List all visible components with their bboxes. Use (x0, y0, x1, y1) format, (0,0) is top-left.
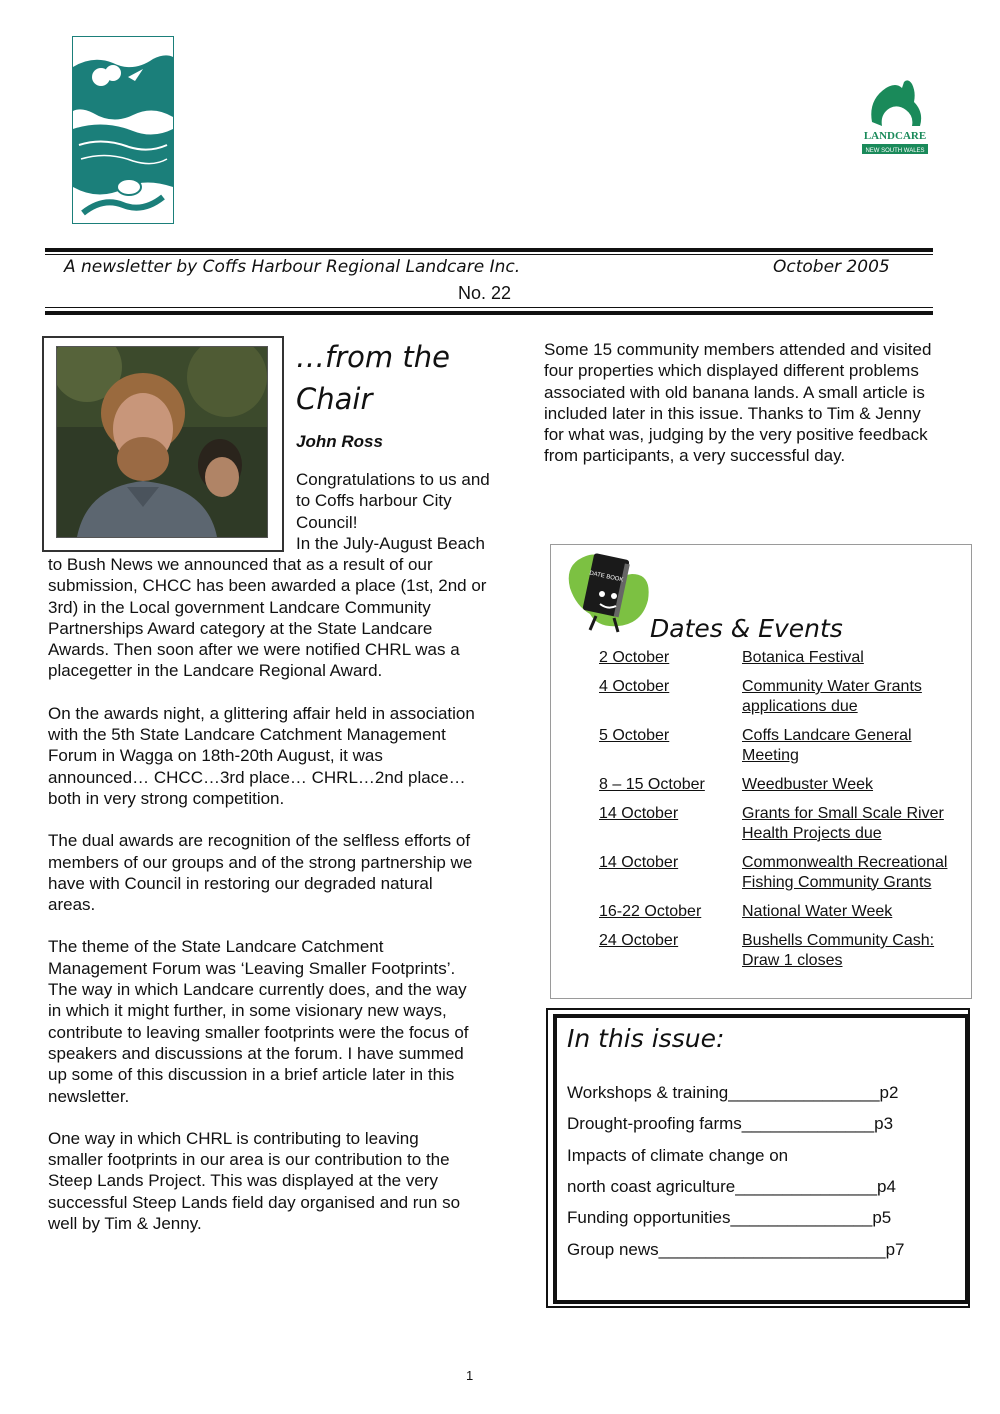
event-name-line: Bushells Community Cash: (742, 932, 935, 949)
date-book-icon (562, 548, 656, 638)
event-name-line: Weedbuster Week (742, 776, 874, 793)
issue-number: No. 22 (458, 283, 512, 303)
text-line: The dual awards are recognition of the selfless efforts of (48, 831, 471, 851)
event-name-line: Health Projects due (742, 824, 882, 842)
text-line: smaller footprints in our area is our contribution to the (48, 1150, 450, 1170)
event-name (742, 931, 964, 970)
landcare-nsw-logo (858, 78, 932, 160)
portrait-image (57, 347, 267, 537)
contents-item: Workshops & training________________p2 (567, 1083, 899, 1102)
text-line: to Bush News we announced that as a result of our (48, 555, 433, 574)
page-number: 1 (466, 1368, 474, 1383)
event-name (742, 902, 964, 922)
text-line: well by Tim & Jenny. (48, 1214, 202, 1234)
text-line: areas. (48, 895, 96, 915)
text-line: associated with old banana lands. A small article is (544, 382, 925, 402)
event-name-line: National Water Week (742, 903, 893, 920)
text-line: Congratulations to us and (296, 470, 490, 489)
masthead-rule-top (45, 248, 933, 252)
event-name (742, 677, 964, 716)
landcare-hand-icon (858, 78, 932, 160)
event-name-line: Coffs Landcare General (742, 727, 912, 744)
text-line: newsletter. (48, 1086, 130, 1106)
text-line: in which it might further, in some visionary new ways, (48, 1001, 447, 1021)
text-line: On the awards night, a glittering affair held in association (48, 703, 475, 723)
text-line: Some 15 community members attended and visited (544, 340, 932, 359)
article-intro (296, 469, 521, 554)
text-line: four properties which displayed different problems (544, 361, 919, 381)
contents-item: Impacts of climate change on (567, 1146, 789, 1165)
text-line: members of our groups and of the strong partnership we (48, 852, 473, 872)
date-book-graphic (562, 548, 656, 638)
text-line: up some of this discussion in a brief article later in this (48, 1065, 455, 1085)
chair-portrait-photo (56, 346, 268, 538)
event-name (742, 648, 964, 668)
text-line: One way in which CHRL is contributing to leaving (48, 1128, 419, 1148)
contents-item: Group news________________________p7 (567, 1240, 905, 1259)
article-author: John Ross (296, 432, 383, 451)
article-title (296, 336, 516, 420)
issue-date: October 2005 (773, 257, 890, 277)
text-line: contribute to leaving smaller footprints were the focus of (48, 1022, 469, 1042)
event-date: 8 – 15 October (599, 776, 705, 793)
date-book-label: DATE BOOK (588, 570, 624, 584)
text-line: placegetter in the Landcare Regional Award. (48, 661, 383, 681)
text-line: with the 5th State Landcare Catchment Management (48, 725, 446, 745)
text-line: Awards. Then soon after we were notified CHRL was a (48, 640, 460, 660)
event-name (742, 726, 964, 765)
event-date: 2 October (599, 649, 670, 666)
article-paragraph (48, 830, 518, 915)
contents-item: Drought-proofing farms______________p3 (567, 1114, 894, 1133)
masthead-rule-top-thin (45, 254, 933, 255)
article-body (48, 554, 518, 1255)
event-name-line: Draw 1 closes (742, 951, 843, 969)
text-line: successful Steep Lands field day organised and run so (48, 1192, 461, 1212)
event-date: 4 October (599, 678, 670, 695)
event-name (742, 853, 964, 892)
landcare-logo-text: LANDCARE (863, 130, 927, 142)
landcare-logo-subtext: NEW SOUTH WALES (865, 148, 925, 154)
text-line: included later in this issue. Thanks to Tim & Jenny (544, 403, 921, 423)
text-line: Partnerships Award category at the State Landcare (48, 618, 433, 638)
text-line: In the July-August Beach (296, 533, 486, 553)
text-line: submission, CHCC has been awarded a place (1st, 2nd or (48, 576, 487, 596)
text-line: from participants, a very successful day. (544, 446, 846, 466)
text-line: Council! (296, 512, 358, 532)
text-line: speakers and discussions at the forum. I have summed (48, 1043, 464, 1063)
text-line: Management Forum was ‘Leaving Smaller Footprints’. (48, 958, 456, 978)
event-name-line: Commonwealth Recreational (742, 854, 948, 871)
event-name (742, 775, 964, 795)
event-name-line: Meeting (742, 746, 799, 764)
chrl-logo-graphic (73, 37, 173, 223)
article-paragraph (48, 554, 518, 682)
article-paragraph (48, 703, 518, 809)
event-name-line: Botanica Festival (742, 649, 864, 666)
events-title: Dates & Events (650, 614, 843, 643)
event-name-line: Grants for Small Scale River (742, 805, 944, 822)
article-title-line: Chair (296, 382, 373, 416)
text-line: have with Council in restoring our degraded natural (48, 873, 433, 893)
text-line: both in very strong competition. (48, 788, 285, 808)
text-line: The theme of the State Landcare Catchment (48, 937, 384, 957)
event-name (742, 804, 964, 843)
article-continued (544, 339, 969, 467)
text-line: Steep Lands Project. This was displayed at the very (48, 1171, 438, 1191)
masthead-rule-bottom (45, 311, 933, 315)
event-date: 16-22 October (599, 903, 702, 920)
contents-title: In this issue: (567, 1024, 725, 1053)
article-paragraph (48, 936, 518, 1106)
event-name-line: Community Water Grants (742, 678, 922, 695)
text-line: for what was, judging by the very positive feedback (544, 425, 928, 445)
event-name-line: applications due (742, 697, 858, 715)
text-line: The way in which Landcare currently does, and the way (48, 980, 467, 1000)
event-date: 14 October (599, 805, 679, 822)
text-line: announced… CHCC…3rd place… CHRL…2nd place… (48, 767, 466, 787)
text-line: Forum in Wagga on 18th-20th August, it was (48, 746, 383, 766)
text-line: to Coffs harbour City (296, 491, 452, 511)
article-paragraph (48, 1128, 518, 1234)
text-line: 3rd) in the Local government Landcare Community (48, 597, 431, 617)
event-name-line: Fishing Community Grants (742, 873, 932, 891)
masthead-rule-bottom-thin (45, 307, 933, 308)
event-date: 24 October (599, 932, 679, 949)
event-date: 5 October (599, 727, 670, 744)
contents-item: Funding opportunities_______________p5 (567, 1208, 892, 1227)
chrl-logo (72, 36, 174, 224)
article-title-line: …from the (296, 340, 450, 374)
event-date: 14 October (599, 854, 679, 871)
contents-item: north coast agriculture_______________p4 (567, 1177, 896, 1196)
newsletter-byline: A newsletter by Coffs Harbour Regional Landcare Inc. (64, 257, 521, 277)
